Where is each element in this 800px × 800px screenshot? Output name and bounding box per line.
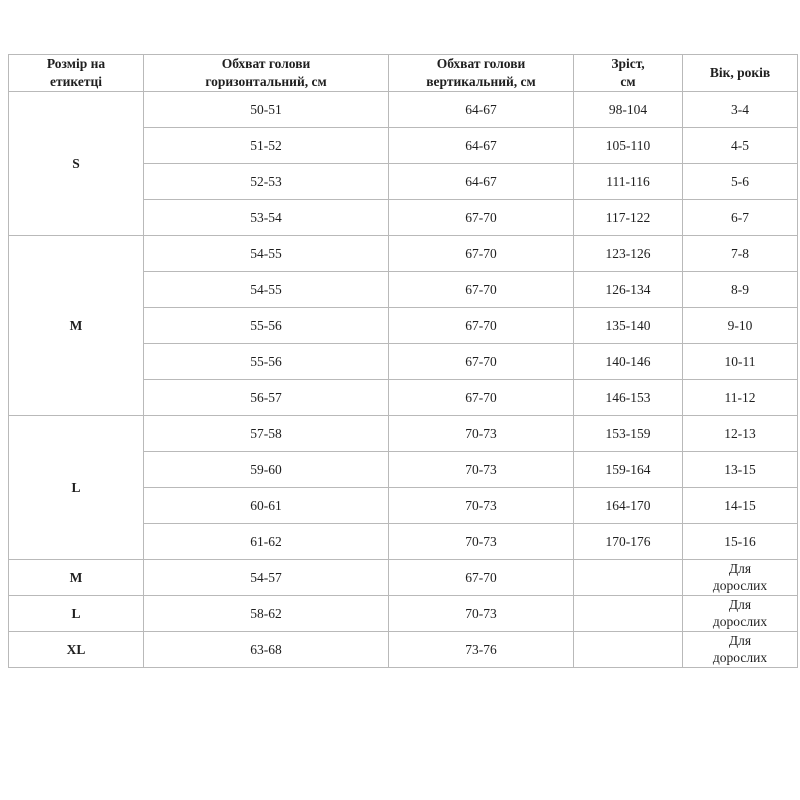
cell-horizontal: 54-55 [144, 272, 389, 308]
cell-vertical: 73-76 [389, 632, 574, 668]
cell-horizontal: 59-60 [144, 452, 389, 488]
cell-height: 105-110 [574, 128, 683, 164]
header-line: вертикальний, см [426, 74, 536, 90]
cell-height: 159-164 [574, 452, 683, 488]
table-body [9, 92, 798, 668]
table-row [9, 632, 798, 668]
cell-height: 135-140 [574, 308, 683, 344]
cell-height: 153-159 [574, 416, 683, 452]
header-line: Обхват голови [436, 56, 526, 71]
cell-height: 146-153 [574, 380, 683, 416]
table-header-row [9, 55, 798, 92]
cell-age: 10-11 [683, 344, 798, 380]
header-age [683, 55, 798, 92]
size-label-cell: M [9, 236, 144, 416]
cell-height: 123-126 [574, 236, 683, 272]
cell-age: 3-4 [683, 92, 798, 128]
header-head-circumference-vertical [389, 55, 574, 92]
cell-height: 170-176 [574, 524, 683, 560]
cell-vertical: 64-67 [389, 164, 574, 200]
cell-age: 12-13 [683, 416, 798, 452]
cell-age-line: дорослих [712, 649, 768, 665]
cell-vertical: 70-73 [389, 488, 574, 524]
header-line: Вік, років [709, 65, 771, 81]
cell-vertical: 70-73 [389, 452, 574, 488]
cell-vertical: 67-70 [389, 200, 574, 236]
table-head [9, 55, 798, 92]
cell-vertical: 64-67 [389, 92, 574, 128]
cell-height [574, 632, 683, 668]
cell-horizontal: 58-62 [144, 596, 389, 632]
cell-age: 5-6 [683, 164, 798, 200]
cell-vertical: 70-73 [389, 524, 574, 560]
cell-age: 11-12 [683, 380, 798, 416]
size-label-cell: L [9, 596, 144, 632]
cell-age: 14-15 [683, 488, 798, 524]
cell-horizontal: 61-62 [144, 524, 389, 560]
table-row [9, 236, 798, 272]
cell-age-line: Для [728, 561, 752, 577]
cell-horizontal: 51-52 [144, 128, 389, 164]
cell-horizontal: 60-61 [144, 488, 389, 524]
size-label-cell: L [9, 416, 144, 560]
cell-vertical: 70-73 [389, 596, 574, 632]
header-line: Розмір на [46, 56, 106, 71]
cell-horizontal: 57-58 [144, 416, 389, 452]
header-line: Зріст, [611, 56, 645, 71]
cell-age-line: Для [728, 633, 752, 649]
cell-age: 4-5 [683, 128, 798, 164]
cell-height: 164-170 [574, 488, 683, 524]
cell-horizontal: 53-54 [144, 200, 389, 236]
size-label-cell: S [9, 92, 144, 236]
cell-age [683, 560, 798, 596]
cell-vertical: 67-70 [389, 380, 574, 416]
header-line: горизонтальний, см [205, 74, 327, 90]
cell-horizontal: 63-68 [144, 632, 389, 668]
header-head-circumference-horizontal [144, 55, 389, 92]
cell-vertical: 70-73 [389, 416, 574, 452]
cell-age: 15-16 [683, 524, 798, 560]
header-size-label [9, 55, 144, 92]
cell-horizontal: 54-57 [144, 560, 389, 596]
cell-age: 7-8 [683, 236, 798, 272]
cell-age: 9-10 [683, 308, 798, 344]
size-table [8, 54, 798, 668]
cell-age: 13-15 [683, 452, 798, 488]
cell-vertical: 67-70 [389, 308, 574, 344]
table-row [9, 92, 798, 128]
header-line: см [620, 74, 636, 90]
cell-horizontal: 56-57 [144, 380, 389, 416]
size-label-cell: XL [9, 632, 144, 668]
cell-height: 140-146 [574, 344, 683, 380]
cell-age [683, 632, 798, 668]
cell-vertical: 67-70 [389, 560, 574, 596]
cell-height: 111-116 [574, 164, 683, 200]
cell-age: 6-7 [683, 200, 798, 236]
cell-vertical: 67-70 [389, 236, 574, 272]
cell-age-line: дорослих [712, 613, 768, 629]
cell-horizontal: 54-55 [144, 236, 389, 272]
cell-height [574, 596, 683, 632]
cell-height: 126-134 [574, 272, 683, 308]
cell-horizontal: 55-56 [144, 344, 389, 380]
table-row [9, 416, 798, 452]
cell-vertical: 64-67 [389, 128, 574, 164]
cell-horizontal: 52-53 [144, 164, 389, 200]
cell-horizontal: 50-51 [144, 92, 389, 128]
cell-horizontal: 55-56 [144, 308, 389, 344]
table-row [9, 560, 798, 596]
cell-height [574, 560, 683, 596]
table-row [9, 596, 798, 632]
cell-height: 98-104 [574, 92, 683, 128]
cell-age-line: Для [728, 597, 752, 613]
cell-age-line: дорослих [712, 577, 768, 593]
cell-age: 8-9 [683, 272, 798, 308]
cell-height: 117-122 [574, 200, 683, 236]
header-line: етикетці [50, 74, 102, 90]
cell-vertical: 67-70 [389, 272, 574, 308]
header-line: Обхват голови [221, 56, 311, 71]
cell-age [683, 596, 798, 632]
size-label-cell: M [9, 560, 144, 596]
size-table-container [8, 54, 792, 668]
cell-vertical: 67-70 [389, 344, 574, 380]
header-height [574, 55, 683, 92]
